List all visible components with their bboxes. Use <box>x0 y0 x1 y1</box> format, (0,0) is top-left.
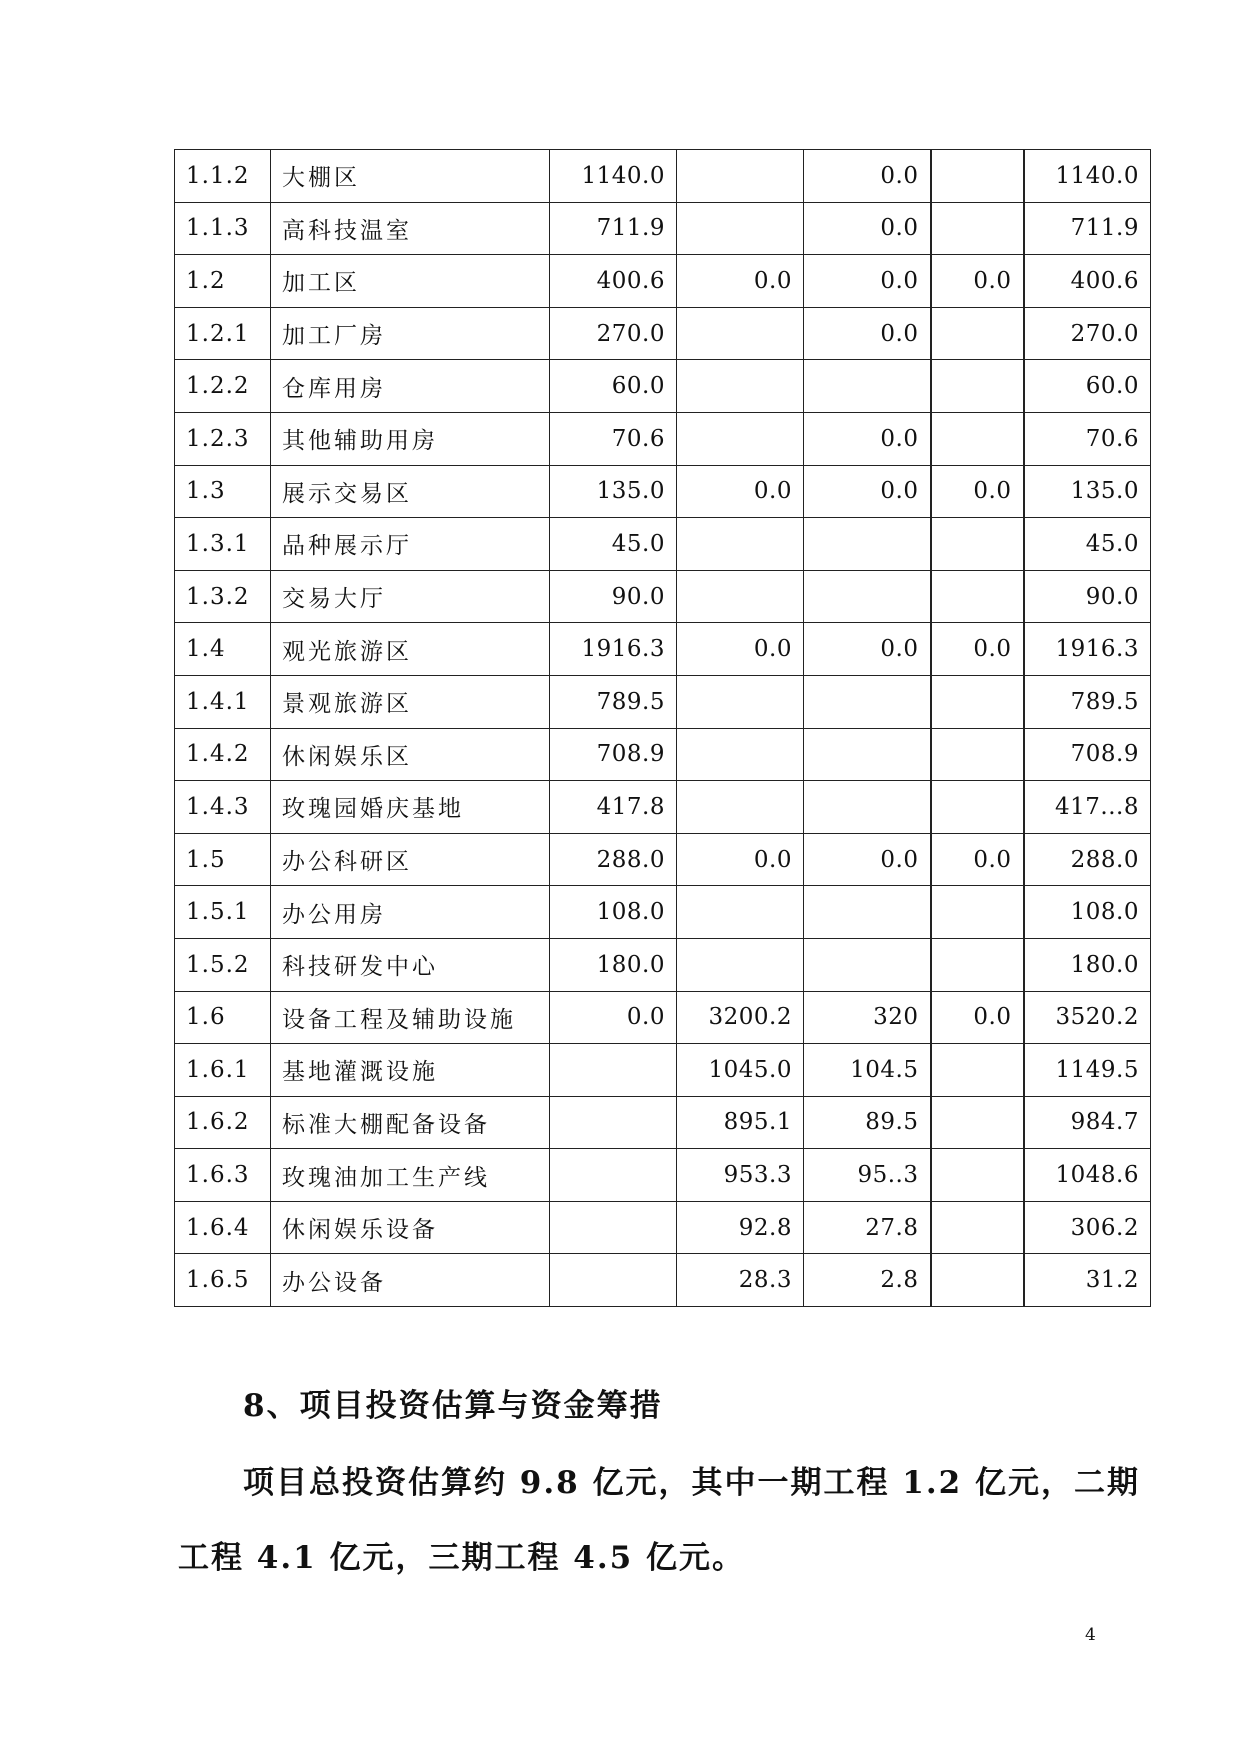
cell-name: 观光旅游区 <box>271 623 550 676</box>
cell-code: 1.2.1 <box>175 307 271 360</box>
cell-col-2: 28.3 <box>677 1254 804 1307</box>
cell-col-4 <box>931 307 1024 360</box>
cell-col-3: 95..3 <box>804 1149 931 1202</box>
body-text-line-1: 项目总投资估算约 9.8 亿元，其中一期工程 1.2 亿元，二期 <box>243 1465 1141 1501</box>
cell-col-4 <box>931 1201 1024 1254</box>
cell-col-2: 0.0 <box>677 465 804 518</box>
table-row <box>175 833 1151 886</box>
table-row <box>175 991 1151 1044</box>
table-row <box>175 307 1151 360</box>
cell-col-4: 0.0 <box>931 833 1024 886</box>
cell-name: 高科技温室 <box>271 202 550 255</box>
cell-col-3: 104.5 <box>804 1044 931 1097</box>
cell-col-4 <box>931 360 1024 413</box>
cell-code: 1.2.2 <box>175 360 271 413</box>
cell-col-2: 92.8 <box>677 1201 804 1254</box>
cell-col-3 <box>804 781 931 834</box>
cell-code: 1.1.2 <box>175 150 271 203</box>
cell-col-1: 789.5 <box>550 675 677 728</box>
cell-col-2 <box>677 412 804 465</box>
cell-name: 办公用房 <box>271 886 550 939</box>
cell-col-1: 70.6 <box>550 412 677 465</box>
cell-code: 1.3.2 <box>175 570 271 623</box>
cell-total: 1149.5 <box>1024 1044 1151 1097</box>
table-row <box>175 412 1151 465</box>
table-row <box>175 1254 1151 1307</box>
cell-col-4 <box>931 1254 1024 1307</box>
table-row <box>175 255 1151 308</box>
cell-name: 展示交易区 <box>271 465 550 518</box>
cell-name: 仓库用房 <box>271 360 550 413</box>
cell-col-3: 320 <box>804 991 931 1044</box>
cell-total: 135.0 <box>1024 465 1151 518</box>
cell-col-3: 27.8 <box>804 1201 931 1254</box>
table-row <box>175 728 1151 781</box>
cell-col-1 <box>550 1096 677 1149</box>
cell-name: 景观旅游区 <box>271 675 550 728</box>
cell-name: 交易大厅 <box>271 570 550 623</box>
cell-col-2: 0.0 <box>677 623 804 676</box>
cell-name: 办公科研区 <box>271 833 550 886</box>
cell-col-1 <box>550 1254 677 1307</box>
cell-col-1: 108.0 <box>550 886 677 939</box>
cell-col-4 <box>931 886 1024 939</box>
cell-col-2: 895.1 <box>677 1096 804 1149</box>
cell-col-1: 1916.3 <box>550 623 677 676</box>
cell-code: 1.6.4 <box>175 1201 271 1254</box>
table-row <box>175 781 1151 834</box>
cell-name: 休闲娱乐设备 <box>271 1201 550 1254</box>
page-number: 4 <box>1085 1625 1096 1645</box>
cell-code: 1.2.3 <box>175 412 271 465</box>
table-row <box>175 1201 1151 1254</box>
cell-code: 1.3.1 <box>175 518 271 571</box>
cell-col-2: 953.3 <box>677 1149 804 1202</box>
cell-col-4 <box>931 150 1024 203</box>
cell-name: 加工厂房 <box>271 307 550 360</box>
cell-total: 400.6 <box>1024 255 1151 308</box>
cell-code: 1.6 <box>175 991 271 1044</box>
cell-code: 1.6.3 <box>175 1149 271 1202</box>
cell-code: 1.3 <box>175 465 271 518</box>
cell-code: 1.4.1 <box>175 675 271 728</box>
cell-name: 休闲娱乐区 <box>271 728 550 781</box>
cell-col-3: 89.5 <box>804 1096 931 1149</box>
cell-total: 31.2 <box>1024 1254 1151 1307</box>
cell-name: 办公设备 <box>271 1254 550 1307</box>
table-row <box>175 938 1151 991</box>
cell-total: 1048.6 <box>1024 1149 1151 1202</box>
cell-total: 711.9 <box>1024 202 1151 255</box>
cell-col-4 <box>931 1044 1024 1097</box>
cell-col-4 <box>931 675 1024 728</box>
cell-code: 1.1.3 <box>175 202 271 255</box>
cell-col-1: 45.0 <box>550 518 677 571</box>
cell-col-3: 0.0 <box>804 623 931 676</box>
cell-col-4 <box>931 938 1024 991</box>
cell-col-2: 0.0 <box>677 255 804 308</box>
cell-code: 1.6.1 <box>175 1044 271 1097</box>
cell-col-2 <box>677 675 804 728</box>
table-row <box>175 570 1151 623</box>
cell-col-4 <box>931 1149 1024 1202</box>
cell-col-2 <box>677 202 804 255</box>
cell-total: 306.2 <box>1024 1201 1151 1254</box>
cell-code: 1.2 <box>175 255 271 308</box>
cell-col-1: 711.9 <box>550 202 677 255</box>
cell-total: 270.0 <box>1024 307 1151 360</box>
cell-col-3 <box>804 728 931 781</box>
cell-col-3 <box>804 675 931 728</box>
cell-col-1: 1140.0 <box>550 150 677 203</box>
cell-col-1: 417.8 <box>550 781 677 834</box>
cell-name: 玫瑰油加工生产线 <box>271 1149 550 1202</box>
cell-total: 180.0 <box>1024 938 1151 991</box>
cell-col-4 <box>931 570 1024 623</box>
cell-col-4: 0.0 <box>931 623 1024 676</box>
cell-col-1: 0.0 <box>550 991 677 1044</box>
cell-col-3: 0.0 <box>804 255 931 308</box>
cell-col-4: 0.0 <box>931 991 1024 1044</box>
cell-col-1: 288.0 <box>550 833 677 886</box>
cell-total: 60.0 <box>1024 360 1151 413</box>
cell-total: 708.9 <box>1024 728 1151 781</box>
cell-code: 1.5.1 <box>175 886 271 939</box>
cell-col-4 <box>931 202 1024 255</box>
cell-col-3 <box>804 938 931 991</box>
investment-table <box>174 149 1151 1307</box>
cell-col-3 <box>804 886 931 939</box>
investment-table-container <box>174 149 1150 1307</box>
table-row <box>175 150 1151 203</box>
cell-name: 玫瑰园婚庆基地 <box>271 781 550 834</box>
cell-col-2 <box>677 781 804 834</box>
cell-col-2: 1045.0 <box>677 1044 804 1097</box>
table-row <box>175 360 1151 413</box>
cell-col-1: 90.0 <box>550 570 677 623</box>
cell-name: 品种展示厅 <box>271 518 550 571</box>
cell-name: 标准大棚配备设备 <box>271 1096 550 1149</box>
cell-code: 1.5.2 <box>175 938 271 991</box>
cell-total: 1140.0 <box>1024 150 1151 203</box>
cell-col-1: 270.0 <box>550 307 677 360</box>
table-body <box>175 150 1151 1307</box>
cell-col-2: 0.0 <box>677 833 804 886</box>
cell-col-2 <box>677 728 804 781</box>
cell-total: 789.5 <box>1024 675 1151 728</box>
cell-col-4 <box>931 518 1024 571</box>
cell-col-3 <box>804 360 931 413</box>
cell-col-4: 0.0 <box>931 465 1024 518</box>
cell-col-4 <box>931 728 1024 781</box>
cell-col-4 <box>931 412 1024 465</box>
cell-col-3: 0.0 <box>804 465 931 518</box>
cell-col-3: 2.8 <box>804 1254 931 1307</box>
table-row <box>175 465 1151 518</box>
cell-name: 加工区 <box>271 255 550 308</box>
cell-col-2 <box>677 360 804 413</box>
cell-col-1 <box>550 1044 677 1097</box>
section-heading: 8、项目投资估算与资金筹措 <box>243 1388 663 1424</box>
cell-total: 3520.2 <box>1024 991 1151 1044</box>
table-row <box>175 1149 1151 1202</box>
cell-code: 1.6.5 <box>175 1254 271 1307</box>
cell-col-1 <box>550 1201 677 1254</box>
cell-total: 288.0 <box>1024 833 1151 886</box>
cell-col-2: 3200.2 <box>677 991 804 1044</box>
cell-code: 1.4 <box>175 623 271 676</box>
cell-col-4: 0.0 <box>931 255 1024 308</box>
cell-name: 设备工程及辅助设施 <box>271 991 550 1044</box>
cell-col-3: 0.0 <box>804 833 931 886</box>
cell-col-1 <box>550 1149 677 1202</box>
body-text-line-2: 工程 4.1 亿元，三期工程 4.5 亿元。 <box>178 1540 746 1576</box>
cell-total: 108.0 <box>1024 886 1151 939</box>
cell-total: 984.7 <box>1024 1096 1151 1149</box>
cell-code: 1.4.2 <box>175 728 271 781</box>
cell-name: 基地灌溉设施 <box>271 1044 550 1097</box>
cell-col-1: 708.9 <box>550 728 677 781</box>
cell-total: 45.0 <box>1024 518 1151 571</box>
table-row <box>175 1044 1151 1097</box>
cell-col-4 <box>931 1096 1024 1149</box>
table-row <box>175 623 1151 676</box>
cell-col-2 <box>677 570 804 623</box>
cell-col-3 <box>804 570 931 623</box>
cell-total: 1916.3 <box>1024 623 1151 676</box>
cell-col-1: 135.0 <box>550 465 677 518</box>
table-row <box>175 886 1151 939</box>
cell-total: 70.6 <box>1024 412 1151 465</box>
cell-col-2 <box>677 150 804 203</box>
table-row <box>175 518 1151 571</box>
cell-col-3: 0.0 <box>804 202 931 255</box>
cell-name: 科技研发中心 <box>271 938 550 991</box>
cell-col-3: 0.0 <box>804 412 931 465</box>
table-row <box>175 1096 1151 1149</box>
cell-total: 90.0 <box>1024 570 1151 623</box>
cell-code: 1.5 <box>175 833 271 886</box>
cell-col-4 <box>931 781 1024 834</box>
cell-code: 1.6.2 <box>175 1096 271 1149</box>
table-row <box>175 202 1151 255</box>
cell-col-1: 400.6 <box>550 255 677 308</box>
cell-col-3 <box>804 518 931 571</box>
cell-col-2 <box>677 938 804 991</box>
cell-code: 1.4.3 <box>175 781 271 834</box>
cell-col-1: 60.0 <box>550 360 677 413</box>
cell-total: 417...8 <box>1024 781 1151 834</box>
cell-name: 其他辅助用房 <box>271 412 550 465</box>
cell-col-2 <box>677 307 804 360</box>
table-row <box>175 675 1151 728</box>
cell-name: 大棚区 <box>271 150 550 203</box>
cell-col-2 <box>677 518 804 571</box>
cell-col-3: 0.0 <box>804 307 931 360</box>
cell-col-1: 180.0 <box>550 938 677 991</box>
cell-col-2 <box>677 886 804 939</box>
cell-col-3: 0.0 <box>804 150 931 203</box>
